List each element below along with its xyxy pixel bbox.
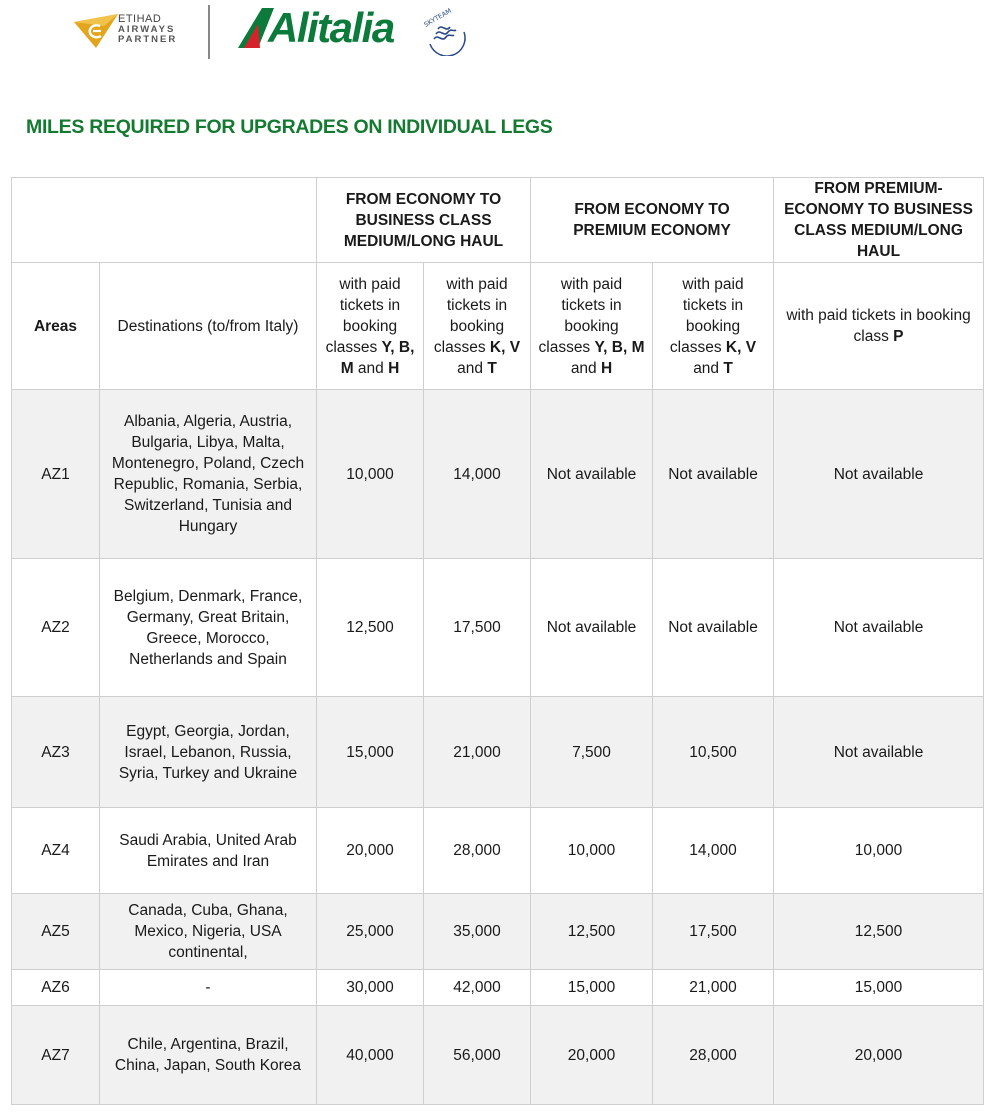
miles-cell-ep-kvt: 17,500: [653, 894, 774, 970]
miles-cell-eb-ybmh: 12,500: [317, 559, 424, 697]
miles-cell-ep-ybmh: 15,000: [531, 970, 653, 1006]
destinations-cell: Canada, Cuba, Ghana, Mexico, Nigeria, USA continental,: [100, 894, 317, 970]
table-row-az1: [12, 390, 984, 559]
sub-header-eb-ybmh: with paid tickets in booking classes Y, B, M and H: [317, 263, 424, 390]
empty-header-cell: [12, 178, 317, 263]
area-cell: AZ7: [12, 1006, 100, 1105]
skyteam-logo-icon: [420, 8, 468, 56]
area-cell: AZ1: [12, 390, 100, 559]
miles-cell-eb-kvt: 21,000: [424, 697, 531, 808]
miles-cell-eb-kvt: 35,000: [424, 894, 531, 970]
miles-cell-eb-ybmh: 10,000: [317, 390, 424, 559]
table-row-az3: [12, 697, 984, 808]
table-row-az5: [12, 894, 984, 970]
miles-cell-ep-kvt: Not available: [653, 390, 774, 559]
destinations-cell: -: [100, 970, 317, 1006]
area-cell: AZ4: [12, 808, 100, 894]
destinations-cell: Egypt, Georgia, Jordan, Israel, Lebanon, Russia, Syria, Turkey and Ukraine: [100, 697, 317, 808]
destinations-cell: Saudi Arabia, United Arab Emirates and Iran: [100, 808, 317, 894]
miles-cell-pb-p: 10,000: [774, 808, 984, 894]
miles-table: [11, 177, 984, 1105]
miles-cell-pb-p: 15,000: [774, 970, 984, 1006]
miles-cell-eb-kvt: 56,000: [424, 1006, 531, 1105]
logo-divider: [208, 5, 210, 59]
group-header-row: [12, 178, 984, 263]
page-title: MILES REQUIRED FOR UPGRADES ON INDIVIDUAL LEGS: [26, 116, 553, 138]
miles-cell-ep-kvt: 10,500: [653, 697, 774, 808]
miles-cell-ep-ybmh: Not available: [531, 390, 653, 559]
miles-cell-ep-ybmh: Not available: [531, 559, 653, 697]
miles-cell-eb-ybmh: 20,000: [317, 808, 424, 894]
miles-cell-ep-ybmh: 7,500: [531, 697, 653, 808]
miles-cell-eb-kvt: 42,000: [424, 970, 531, 1006]
logo-bar: [0, 0, 999, 70]
etihad-partner-logo: [74, 12, 184, 52]
miles-cell-ep-kvt: 14,000: [653, 808, 774, 894]
table-row-az4: [12, 808, 984, 894]
miles-cell-pb-p: Not available: [774, 697, 984, 808]
group-header-economy-to-premium: FROM ECONOMY TO PREMIUM ECONOMY: [531, 178, 774, 263]
miles-cell-eb-kvt: 17,500: [424, 559, 531, 697]
sub-header-ep-kvt: with paid tickets in booking classes K, V and T: [653, 263, 774, 390]
miles-cell-pb-p: Not available: [774, 559, 984, 697]
miles-cell-ep-ybmh: 12,500: [531, 894, 653, 970]
destinations-header: Destinations (to/from Italy): [100, 263, 317, 390]
table-row-az2: [12, 559, 984, 697]
group-header-economy-to-business: FROM ECONOMY TO BUSINESS CLASS MEDIUM/LONG HAUL: [317, 178, 531, 263]
area-cell: AZ3: [12, 697, 100, 808]
table-row-az6: [12, 970, 984, 1006]
miles-cell-pb-p: 20,000: [774, 1006, 984, 1105]
miles-cell-eb-kvt: 28,000: [424, 808, 531, 894]
miles-cell-eb-ybmh: 30,000: [317, 970, 424, 1006]
area-cell: AZ6: [12, 970, 100, 1006]
sub-header-row: [12, 263, 984, 390]
miles-cell-ep-ybmh: 20,000: [531, 1006, 653, 1105]
miles-cell-ep-kvt: Not available: [653, 559, 774, 697]
destinations-cell: Belgium, Denmark, France, Germany, Great Britain, Greece, Morocco, Netherlands and Spain: [100, 559, 317, 697]
etihad-logo-line3: PARTNER: [118, 34, 178, 45]
area-cell: AZ5: [12, 894, 100, 970]
miles-cell-eb-kvt: 14,000: [424, 390, 531, 559]
etihad-logo-line1: ETIHAD: [118, 13, 162, 25]
etihad-e-logo-icon: [74, 12, 118, 50]
miles-cell-ep-kvt: 28,000: [653, 1006, 774, 1105]
group-header-premium-to-business: FROM PREMIUM-ECONOMY TO BUSINESS CLASS MEDIUM/LONG HAUL: [774, 178, 984, 263]
miles-cell-pb-p: Not available: [774, 390, 984, 559]
alitalia-wordmark: Alitalia: [268, 4, 394, 51]
sub-header-pb-p: with paid tickets in booking class P: [774, 263, 984, 390]
sub-header-ep-ybmh: with paid tickets in booking classes Y, B, M and H: [531, 263, 653, 390]
miles-cell-pb-p: 12,500: [774, 894, 984, 970]
miles-cell-eb-ybmh: 25,000: [317, 894, 424, 970]
destinations-cell: Chile, Argentina, Brazil, China, Japan, South Korea: [100, 1006, 317, 1105]
table-row-az7: [12, 1006, 984, 1105]
miles-cell-ep-ybmh: 10,000: [531, 808, 653, 894]
sub-header-eb-kvt: with paid tickets in booking classes K, V and T: [424, 263, 531, 390]
miles-cell-eb-ybmh: 40,000: [317, 1006, 424, 1105]
etihad-logo-text: [118, 14, 177, 46]
etihad-logo-line2: AIRWAYS: [118, 23, 176, 35]
svg-text:SKYTEAM: SKYTEAM: [422, 8, 453, 29]
miles-cell-ep-kvt: 21,000: [653, 970, 774, 1006]
destinations-cell: Albania, Algeria, Austria, Bulgaria, Libya, Malta, Montenegro, Poland, Czech Republic, Romania, Serbia, Switzerland, Tunisia and Hungary: [100, 390, 317, 559]
areas-header: Areas: [12, 263, 100, 390]
area-cell: AZ2: [12, 559, 100, 697]
skyteam-logo: [420, 8, 468, 61]
miles-cell-eb-ybmh: 15,000: [317, 697, 424, 808]
